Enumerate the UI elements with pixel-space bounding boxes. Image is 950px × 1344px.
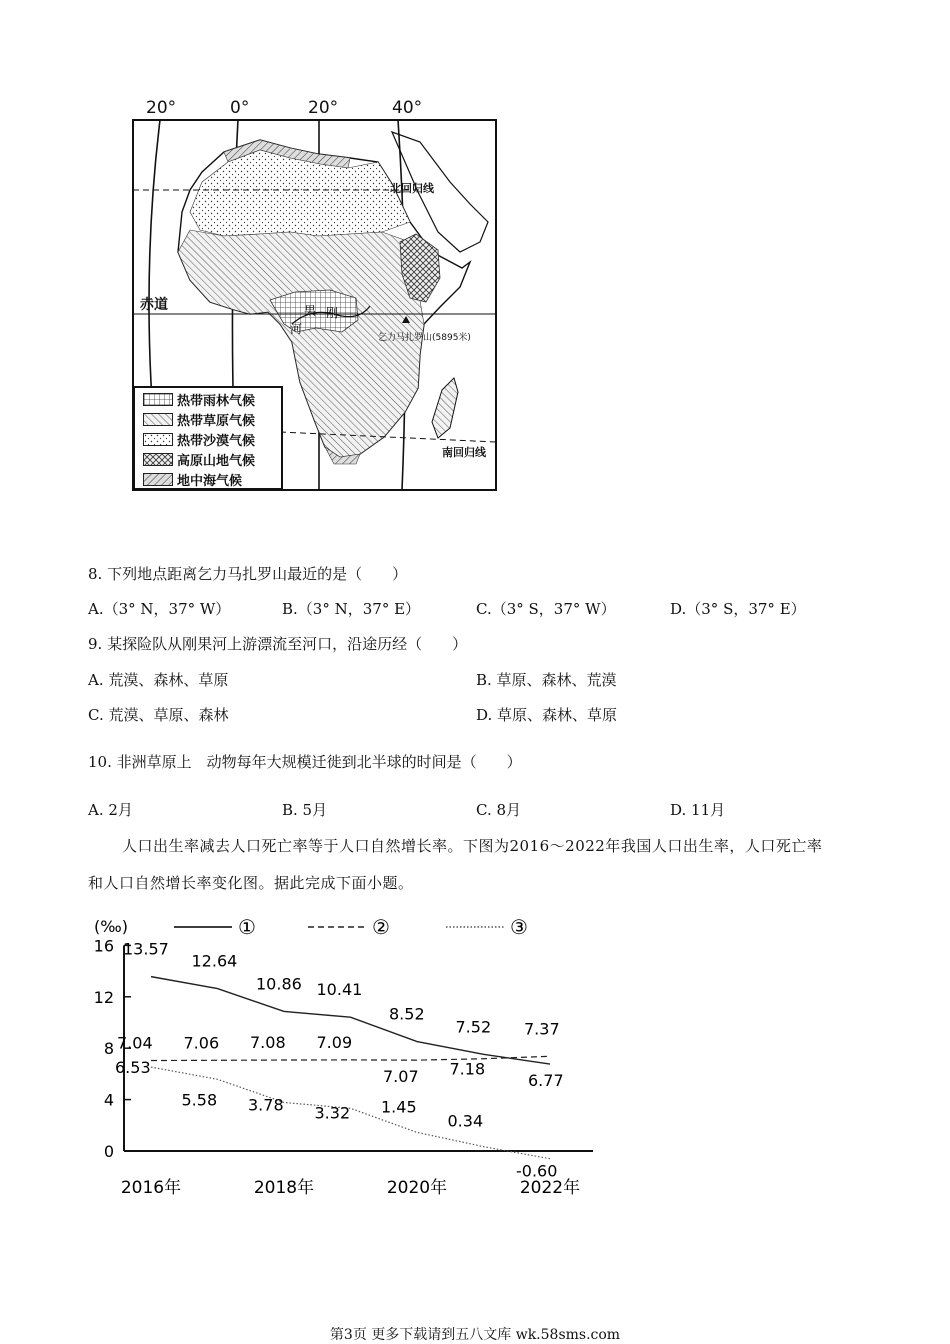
data-label: 10.41 xyxy=(316,980,363,1000)
congo-river-label-c: 河 xyxy=(290,322,303,336)
congo-river-label-a: 果 xyxy=(304,304,317,318)
longitude-label-0: 0° xyxy=(230,98,250,118)
question-9-stem: 9. 某探险队从刚果河上游漂流至河口，沿途历经（ ） xyxy=(88,635,468,653)
question-9-option-c[interactable]: C. 荒漠、草原、森林 xyxy=(88,706,229,724)
y-tick-label: 8 xyxy=(103,1039,114,1059)
chart-series xyxy=(151,977,550,1159)
tropic-north-label: 北回归线 xyxy=(390,182,434,195)
question-10-option-b[interactable]: B. 5月 xyxy=(282,801,328,819)
data-label: 13.57 xyxy=(123,939,169,959)
population-rate-chart xyxy=(88,910,628,1205)
chart-intro-line-1: 人口出生率减去人口死亡率等于人口自然增长率。下图为2016～2022年我国人口出生率，人口死亡率 xyxy=(122,837,823,855)
data-label: 7.06 xyxy=(183,1033,220,1053)
data-label: 7.08 xyxy=(250,1033,286,1053)
legend-label: ② xyxy=(372,915,390,939)
chart-intro-line-2: 和人口自然增长率变化图。据此完成下面小题。 xyxy=(88,874,414,892)
equator-label: 赤道 xyxy=(140,297,168,313)
question-10-option-d[interactable]: D. 11月 xyxy=(670,801,726,819)
legend-label: 热带雨林气候 xyxy=(177,393,256,409)
data-label: 6.77 xyxy=(528,1071,564,1091)
question-8-option-b[interactable]: B.（3° N，37° E） xyxy=(282,600,421,618)
question-9-option-d[interactable]: D. 草原、森林、草原 xyxy=(476,706,618,724)
x-tick-label: 2022年 xyxy=(519,1178,581,1198)
data-label: 5.58 xyxy=(181,1090,218,1110)
kilimanjaro-label: 乞力马扎罗山(5895米) xyxy=(378,333,471,343)
question-8-stem: 8. 下列地点距离乞力马扎罗山最近的是（ ） xyxy=(88,565,408,583)
y-tick-label: 0 xyxy=(103,1142,114,1161)
data-label: 7.09 xyxy=(316,1032,353,1052)
x-tick-label: 2020年 xyxy=(386,1178,448,1198)
question-9-option-a[interactable]: A. 荒漠、森林、草原 xyxy=(88,671,229,689)
data-label: 7.37 xyxy=(524,1019,560,1039)
data-label: 7.18 xyxy=(449,1059,486,1079)
data-label: 3.78 xyxy=(248,1095,284,1115)
longitude-label-20e: 20° xyxy=(308,98,339,118)
question-8-option-d[interactable]: D.（3° S，37° E） xyxy=(670,600,806,618)
legend-label: ① xyxy=(238,915,256,939)
legend-item-savanna xyxy=(143,410,255,428)
legend-label: 高原山地气候 xyxy=(177,453,256,469)
question-10-stem: 10. 非洲草原上 动物每年大规模迁徙到北半球的时间是（ ） xyxy=(88,753,522,771)
longitude-label-40e: 40° xyxy=(392,98,423,118)
y-tick-label: 16 xyxy=(93,936,114,956)
legend-label: 地中海气候 xyxy=(177,473,243,489)
data-label: 10.86 xyxy=(256,974,302,994)
legend-swatch-back xyxy=(143,473,173,486)
question-8-option-c[interactable]: C.（3° S，37° W） xyxy=(476,600,616,618)
series-line-dashed xyxy=(151,1056,550,1060)
congo-river-label-b: 刚 xyxy=(326,306,339,320)
africa-climate-map xyxy=(120,92,510,502)
data-label: 0.34 xyxy=(447,1111,484,1131)
page-footer: 第3页 更多下载请到五八文库 wk.58sms.com xyxy=(329,1327,621,1343)
data-label: 7.04 xyxy=(117,1033,153,1053)
legend-swatch-cross xyxy=(143,453,173,466)
series-line-dotted xyxy=(151,1067,550,1159)
chart-unit-label: (‰) xyxy=(94,917,128,936)
data-label: 3.32 xyxy=(314,1103,351,1123)
data-label: 7.07 xyxy=(383,1067,419,1087)
chart-legend xyxy=(174,915,528,939)
tropic-south-label: 南回归线 xyxy=(442,446,486,459)
data-label: 12.64 xyxy=(191,951,238,971)
map-legend xyxy=(133,386,283,490)
legend-item-desert xyxy=(143,430,255,448)
question-10-option-c[interactable]: C. 8月 xyxy=(476,801,522,819)
data-label: 8.52 xyxy=(389,1004,425,1024)
data-label: 7.52 xyxy=(455,1017,492,1037)
legend-item-highland xyxy=(143,450,255,468)
legend-label: 热带沙漠气候 xyxy=(177,433,256,449)
question-8-option-a[interactable]: A.（3° N，37° W） xyxy=(88,600,231,618)
y-tick-label: 12 xyxy=(93,987,114,1007)
legend-label: ③ xyxy=(510,915,528,939)
legend-item-rainforest xyxy=(143,390,255,408)
legend-swatch-grid xyxy=(143,393,173,406)
legend-item-mediterranean xyxy=(143,470,242,488)
data-label: 1.45 xyxy=(381,1097,417,1117)
data-label: -0.60 xyxy=(516,1161,558,1181)
x-tick-label: 2016年 xyxy=(120,1178,182,1198)
y-tick-label: 4 xyxy=(103,1090,114,1110)
data-label: 6.53 xyxy=(115,1058,151,1078)
x-tick-label: 2018年 xyxy=(253,1178,315,1198)
legend-label: 热带草原气候 xyxy=(177,413,256,429)
legend-swatch-dots xyxy=(143,433,173,446)
question-10-option-a[interactable]: A. 2月 xyxy=(88,801,133,819)
legend-swatch-diag xyxy=(143,413,173,426)
chart-axes xyxy=(94,936,593,1198)
question-9-option-b[interactable]: B. 草原、森林、荒漠 xyxy=(476,671,617,689)
longitude-label-20w: 20° xyxy=(146,98,177,118)
